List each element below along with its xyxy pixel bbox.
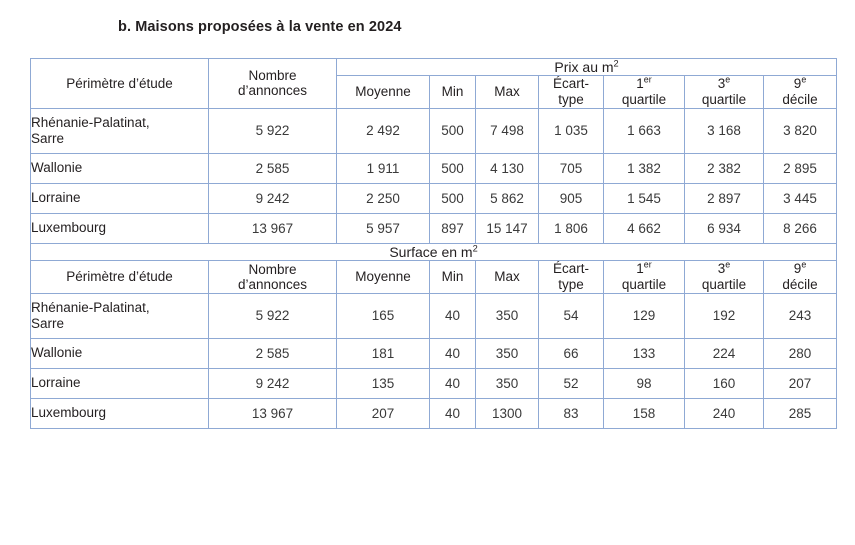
cell-q3: 2 897: [685, 183, 764, 213]
cell-q1: 158: [604, 398, 685, 428]
col-header-max-surface: Max: [476, 260, 539, 293]
cell-moyenne: 181: [337, 338, 430, 368]
cell-q1: 1 663: [604, 108, 685, 153]
cell-nombre-annonces: 2 585: [209, 338, 337, 368]
col-header-d9-surface: 9e décile: [764, 260, 837, 293]
row-label: Lorraine: [31, 368, 209, 398]
cell-q3: 240: [685, 398, 764, 428]
cell-moyenne: 2 492: [337, 108, 430, 153]
table-row: [31, 398, 837, 428]
header-row-top: [31, 59, 837, 76]
row-label: Lorraine: [31, 183, 209, 213]
cell-ecart: 705: [539, 153, 604, 183]
cell-nombre-annonces: 2 585: [209, 153, 337, 183]
col-header-nombre-annonces: Nombre d’annonces: [209, 59, 337, 109]
statistics-table: [30, 58, 837, 429]
row-label: Rhénanie-Palatinat, Sarre: [31, 108, 209, 153]
cell-nombre-annonces: 9 242: [209, 183, 337, 213]
header-row-surface: [31, 260, 837, 293]
cell-max: 4 130: [476, 153, 539, 183]
col-header-q1-surface: 1er quartile: [604, 260, 685, 293]
cell-moyenne: 165: [337, 293, 430, 338]
cell-ecart: 905: [539, 183, 604, 213]
col-header-moyenne-surface: Moyenne: [337, 260, 430, 293]
cell-max: 5 862: [476, 183, 539, 213]
col-header-nombre-annonces-surface: Nombre d’annonces: [209, 260, 337, 293]
cell-d9: 207: [764, 368, 837, 398]
cell-q3: 224: [685, 338, 764, 368]
table-body: [31, 59, 837, 429]
cell-ecart: 83: [539, 398, 604, 428]
cell-max: 350: [476, 368, 539, 398]
table-row: [31, 213, 837, 243]
cell-min: 40: [430, 368, 476, 398]
table-row: [31, 183, 837, 213]
cell-moyenne: 135: [337, 368, 430, 398]
cell-nombre-annonces: 5 922: [209, 108, 337, 153]
col-header-min-surface: Min: [430, 260, 476, 293]
group-header-prix: Prix au $m^2$: [337, 59, 837, 76]
col-header-moyenne-prix: Moyenne: [337, 76, 430, 109]
cell-moyenne: 2 250: [337, 183, 430, 213]
cell-max: 350: [476, 293, 539, 338]
col-header-perimetre: Périmètre d’étude: [31, 59, 209, 109]
cell-min: 500: [430, 108, 476, 153]
table-row: [31, 108, 837, 153]
cell-min: 40: [430, 398, 476, 428]
col-header-q3-prix: 3e quartile: [685, 76, 764, 109]
cell-nombre-annonces: 9 242: [209, 368, 337, 398]
cell-q3: 192: [685, 293, 764, 338]
cell-ecart: 1 035: [539, 108, 604, 153]
cell-q1: 129: [604, 293, 685, 338]
cell-max: 350: [476, 338, 539, 368]
row-label: Wallonie: [31, 153, 209, 183]
table-row: [31, 338, 837, 368]
col-header-ecart-surface: Écart- type: [539, 260, 604, 293]
cell-moyenne: 1 911: [337, 153, 430, 183]
cell-nombre-annonces: 5 922: [209, 293, 337, 338]
cell-ecart: 66: [539, 338, 604, 368]
cell-d9: 280: [764, 338, 837, 368]
col-header-min-prix: Min: [430, 76, 476, 109]
col-header-q3-surface: 3e quartile: [685, 260, 764, 293]
cell-nombre-annonces: 13 967: [209, 398, 337, 428]
col-header-q1-prix: 1er quartile: [604, 76, 685, 109]
cell-d9: 243: [764, 293, 837, 338]
cell-nombre-annonces: 13 967: [209, 213, 337, 243]
table-row: [31, 368, 837, 398]
cell-q1: 98: [604, 368, 685, 398]
group-header-surface: Surface en $m^2$: [31, 243, 837, 260]
cell-d9: 285: [764, 398, 837, 428]
col-header-d9-prix: 9e décile: [764, 76, 837, 109]
row-label: Wallonie: [31, 338, 209, 368]
cell-q1: 4 662: [604, 213, 685, 243]
cell-min: 897: [430, 213, 476, 243]
cell-max: 15 147: [476, 213, 539, 243]
cell-q3: 6 934: [685, 213, 764, 243]
cell-ecart: 52: [539, 368, 604, 398]
cell-d9: 2 895: [764, 153, 837, 183]
row-label: Rhénanie-Palatinat, Sarre: [31, 293, 209, 338]
cell-max: 1300: [476, 398, 539, 428]
cell-ecart: 1 806: [539, 213, 604, 243]
col-header-max-prix: Max: [476, 76, 539, 109]
cell-d9: 3 445: [764, 183, 837, 213]
cell-q3: 160: [685, 368, 764, 398]
cell-q3: 2 382: [685, 153, 764, 183]
cell-q1: 1 545: [604, 183, 685, 213]
band-row-surface: [31, 243, 837, 260]
cell-q1: 133: [604, 338, 685, 368]
row-label: Luxembourg: [31, 398, 209, 428]
cell-min: 500: [430, 183, 476, 213]
cell-ecart: 54: [539, 293, 604, 338]
col-header-perimetre-surface: Périmètre d’étude: [31, 260, 209, 293]
cell-min: 500: [430, 153, 476, 183]
cell-d9: 8 266: [764, 213, 837, 243]
cell-min: 40: [430, 338, 476, 368]
row-label: Luxembourg: [31, 213, 209, 243]
cell-q3: 3 168: [685, 108, 764, 153]
figure-title: b. Maisons proposées à la vente en 2024: [118, 19, 402, 35]
col-header-ecart-prix: Écart- type: [539, 76, 604, 109]
stats-table-container: [30, 58, 822, 429]
cell-max: 7 498: [476, 108, 539, 153]
cell-min: 40: [430, 293, 476, 338]
cell-moyenne: 207: [337, 398, 430, 428]
table-row: [31, 153, 837, 183]
table-row: [31, 293, 837, 338]
cell-q1: 1 382: [604, 153, 685, 183]
cell-d9: 3 820: [764, 108, 837, 153]
cell-moyenne: 5 957: [337, 213, 430, 243]
